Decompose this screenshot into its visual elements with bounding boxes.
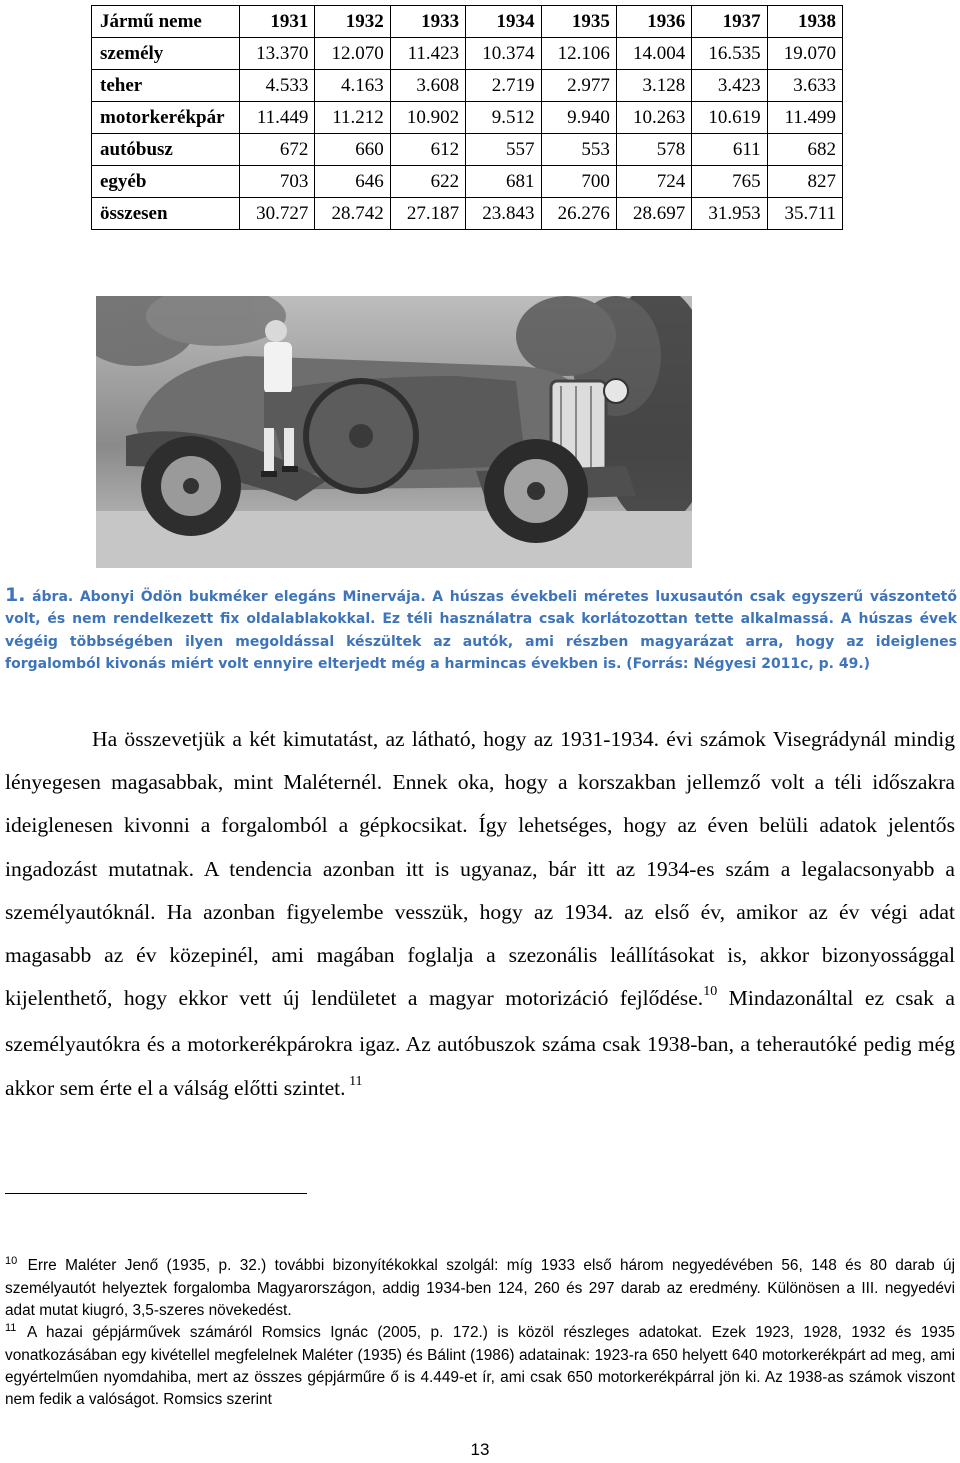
table-cell: 26.276 <box>541 198 616 230</box>
table-header-cell: 1931 <box>240 6 315 38</box>
table-cell: 11.499 <box>767 102 842 134</box>
table-cell: 28.742 <box>315 198 390 230</box>
table-header-row <box>92 6 843 38</box>
row-label-cell: személy <box>92 38 240 70</box>
footnote-reference-11: 11 <box>345 1073 363 1089</box>
table-header-cell: Jármű neme <box>92 6 240 38</box>
table-cell: 578 <box>616 134 691 166</box>
table-row <box>92 102 843 134</box>
table-header-cell: 1933 <box>390 6 465 38</box>
table-cell: 3.128 <box>616 70 691 102</box>
row-label-cell: motorkerékpár <box>92 102 240 134</box>
row-label-cell: autóbusz <box>92 134 240 166</box>
table-cell: 12.106 <box>541 38 616 70</box>
table-row <box>92 198 843 230</box>
table-header-cell: 1935 <box>541 6 616 38</box>
table-cell: 827 <box>767 166 842 198</box>
table-cell: 14.004 <box>616 38 691 70</box>
footnotes <box>5 1255 955 1411</box>
table-cell: 9.512 <box>466 102 541 134</box>
vehicle-statistics-table <box>91 5 843 230</box>
table-cell: 11.449 <box>240 102 315 134</box>
table-row <box>92 134 843 166</box>
table-cell: 30.727 <box>240 198 315 230</box>
table-cell: 35.711 <box>767 198 842 230</box>
row-label-cell: összesen <box>92 198 240 230</box>
table-cell: 9.940 <box>541 102 616 134</box>
table-row <box>92 166 843 198</box>
figure-number: 1. <box>5 584 26 606</box>
table-cell: 19.070 <box>767 38 842 70</box>
table-cell: 682 <box>767 134 842 166</box>
row-label-cell: teher <box>92 70 240 102</box>
table-cell: 611 <box>692 134 767 166</box>
body-paragraph <box>5 718 955 1113</box>
table-cell: 681 <box>466 166 541 198</box>
table-cell: 2.977 <box>541 70 616 102</box>
table-cell: 557 <box>466 134 541 166</box>
footnote-10 <box>5 1255 955 1322</box>
table-cell: 672 <box>240 134 315 166</box>
table-cell: 3.633 <box>767 70 842 102</box>
table-cell: 2.719 <box>466 70 541 102</box>
footnote-11 <box>5 1322 955 1411</box>
figure-caption <box>5 584 957 675</box>
table-cell: 31.953 <box>692 198 767 230</box>
table-cell: 3.423 <box>692 70 767 102</box>
table-cell: 646 <box>315 166 390 198</box>
table-cell: 11.423 <box>390 38 465 70</box>
table-cell: 10.902 <box>390 102 465 134</box>
footnote-mark: 10 <box>5 1255 18 1267</box>
table-cell: 10.619 <box>692 102 767 134</box>
table-cell: 724 <box>616 166 691 198</box>
table-cell: 622 <box>390 166 465 198</box>
table-cell: 765 <box>692 166 767 198</box>
body-text-part2: Mindazonáltal ez csak a személyautókra és a motorkerékpárokra igaz. Az autóbuszok száma csak 1938-ban, a teherautóké pedig még akkor sem érte el a válság előtti szintet. <box>5 986 955 1100</box>
page-number: 13 <box>470 1440 490 1459</box>
footnote-separator <box>5 1193 307 1194</box>
table-cell: 4.163 <box>315 70 390 102</box>
table-cell: 3.608 <box>390 70 465 102</box>
table-cell: 10.374 <box>466 38 541 70</box>
figure-caption-text: ábra. Abonyi Ödön bukméker elegáns Minervája. A húszas évekbeli méretes luxusautón csak egyszerű vászontető volt, és nem rendelkezett fix oldalablakokkal. Ez téli használatra csak korlátozottan tette alkalmassá. A húszas évek végéig többségében ilyen megoldással készültek az autók, ami részben magyarázat arra, hogy az ideiglenes forgalomból kivonás miért volt ennyire elterjedt még a harmincas években is. (Forrás: Négyesi 2011c, p. 49.) <box>5 589 957 672</box>
vintage-car-photo <box>96 296 692 568</box>
table-row <box>92 70 843 102</box>
table-cell: 12.070 <box>315 38 390 70</box>
table-cell: 11.212 <box>315 102 390 134</box>
table-cell: 16.535 <box>692 38 767 70</box>
table-row <box>92 38 843 70</box>
table-header-cell: 1932 <box>315 6 390 38</box>
table-header-cell: 1934 <box>466 6 541 38</box>
table-cell: 703 <box>240 166 315 198</box>
car-photo-illustration <box>96 296 692 568</box>
table-cell: 700 <box>541 166 616 198</box>
table-cell: 23.843 <box>466 198 541 230</box>
table-header-cell: 1937 <box>692 6 767 38</box>
table-cell: 13.370 <box>240 38 315 70</box>
table-cell: 553 <box>541 134 616 166</box>
footnote-mark: 11 <box>5 1322 17 1334</box>
footnote-reference-10: 10 <box>703 984 718 1000</box>
table-header-cell: 1938 <box>767 6 842 38</box>
table-header-cell: 1936 <box>616 6 691 38</box>
footnote-text: A hazai gépjárművek számáról Romsics Ignác (2005, p. 172.) is közöl részleges adatokat. Ezek 1923, 1928, 1932 és 1935 vonatkozásában egy kivétellel megfelelnek Maléter (1935) és Bálint (1986) adatainak: 1923-ra 650 helyett 640 motorkerékpárt ad meg, ami egyértelműen nyomdahiba, mert az összes gépjárműre ő is 4.449-et ír, ami csak 650 motorkerékpárral jön ki. Az 1938-as számok viszont nem fedik a valóságot. Romsics szerint <box>5 1324 955 1408</box>
footnote-text: Erre Maléter Jenő (1935, p. 32.) további bizonyítékokkal szolgál: míg 1933 első három negyedévében 56, 148 és 80 darab új személyautót helyeztek forgalomba Magyarországon, addig 1934-ben 124, 260 és 297 darab az eredmény. Különösen a III. negyedévi adat mutat kiugró, 3,5-szeres növekedést. <box>5 1257 955 1319</box>
table-cell: 4.533 <box>240 70 315 102</box>
body-text-part1: Ha összevetjük a két kimutatást, az látható, hogy az 1931-1934. évi számok Visegrádynál mindig lényegesen magasabbak, mint Maléternél. Ennek oka, hogy a korszakban jellemző volt a téli időszakra ideiglenesen kivonni a forgalomból a gépkocsikat. Így lehetséges, hogy az éven belüli adatok jelentős ingadozást mutatnak. A tendencia azonban itt is ugyanaz, bár itt az 1934-es szám a legalacsonyabb a személyautóknál. Ha azonban figyelembe vesszük, hogy az 1934. az első év, amikor az év végi adat magasabb az év közepinél, ami magában foglalja a szezonális leállításokat is, akkor bizonyossággal kijelenthető, hogy ekkor vett új lendületet a magyar motorizáció fejlődése. <box>5 727 955 1011</box>
row-label-cell: egyéb <box>92 166 240 198</box>
table-cell: 10.263 <box>616 102 691 134</box>
table-cell: 612 <box>390 134 465 166</box>
table-cell: 28.697 <box>616 198 691 230</box>
table-cell: 27.187 <box>390 198 465 230</box>
table-cell: 660 <box>315 134 390 166</box>
